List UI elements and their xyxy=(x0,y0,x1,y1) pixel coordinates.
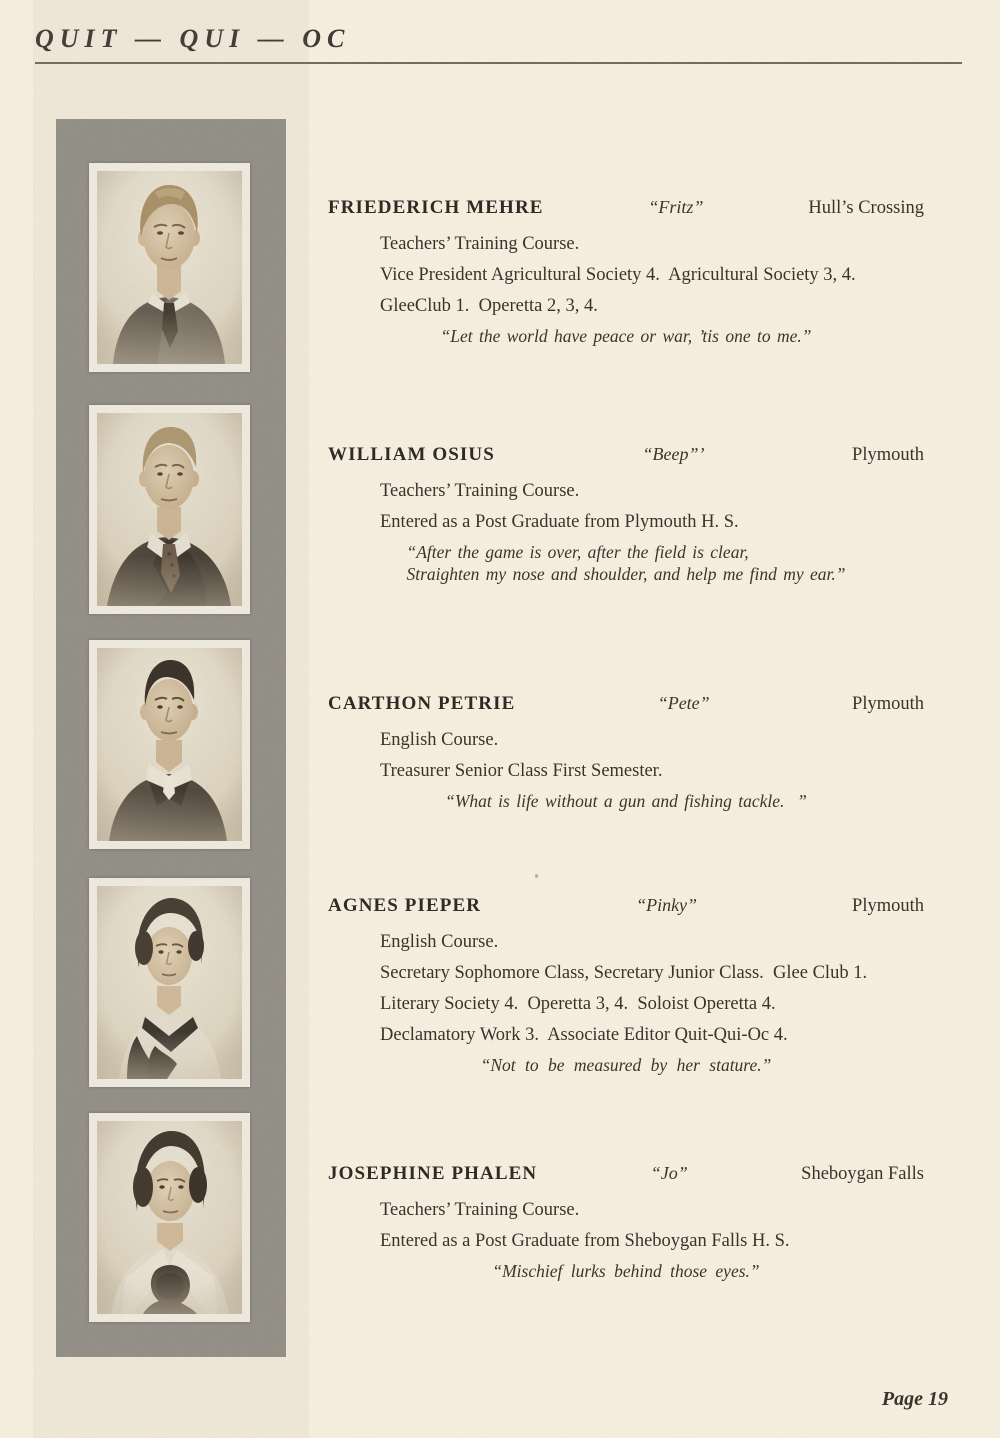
student-name: AGNES PIEPER xyxy=(328,895,482,916)
student-detail-line: English Course. xyxy=(380,730,499,750)
student-entry-carthon-petrie xyxy=(328,693,924,813)
portrait-illustration xyxy=(97,171,242,364)
header-rule xyxy=(35,62,962,64)
student-quote xyxy=(407,541,846,585)
student-nickname: “Pinky” xyxy=(636,895,698,915)
portrait-illustration xyxy=(97,1121,242,1314)
student-quote-line: “Mischief lurks behind those eyes.” xyxy=(492,1261,760,1281)
portrait-illustration xyxy=(97,413,242,606)
student-quote-line: Straighten my nose and shoulder, and help me find my ear.” xyxy=(406,564,846,584)
student-hometown: Plymouth xyxy=(852,694,924,714)
student-detail-line: English Course. xyxy=(380,932,499,952)
portrait-photo-william-osius xyxy=(89,405,250,614)
student-detail-line: Vice President Agricultural Society 4. Agricultural Society 3, 4. xyxy=(380,265,856,285)
portrait-photo-carthon-petrie xyxy=(89,640,250,849)
page-number: Page 19 xyxy=(881,1388,948,1410)
student-name-row xyxy=(328,444,924,466)
student-name-row xyxy=(328,693,924,715)
student-detail-line: Entered as a Post Graduate from Sheboygan Falls H. S. xyxy=(380,1231,790,1251)
portrait-photo-agnes-pieper xyxy=(89,878,250,1087)
student-quote xyxy=(481,1054,772,1076)
student-entry-agnes-pieper xyxy=(328,895,924,1077)
student-name-row xyxy=(328,1163,924,1185)
student-quote-line: “After the game is over, after the field is clear, xyxy=(406,542,749,562)
student-quote xyxy=(441,325,812,347)
student-hometown: Plymouth xyxy=(852,445,924,465)
student-quote xyxy=(445,790,807,812)
student-entry-josephine-phalen xyxy=(328,1163,924,1283)
student-nickname: “Jo” xyxy=(650,1163,688,1183)
portrait-photo-josephine-phalen xyxy=(89,1113,250,1322)
student-nickname: “Beep”’ xyxy=(642,444,705,464)
student-detail-line: Teachers’ Training Course. xyxy=(380,1200,580,1220)
student-detail-line: Teachers’ Training Course. xyxy=(380,234,580,254)
student-detail-line: Declamatory Work 3. Associate Editor Quit-Qui-Oc 4. xyxy=(380,1025,788,1045)
student-detail-line: Entered as a Post Graduate from Plymouth H. S. xyxy=(380,512,739,532)
student-quote-line: “What is life without a gun and fishing tackle. ” xyxy=(445,791,807,811)
student-name-row xyxy=(328,895,924,917)
student-entry-william-osius xyxy=(328,444,924,586)
student-name-row xyxy=(328,197,924,219)
student-quote-line: “Let the world have peace or war, ’tis one to me.” xyxy=(440,326,812,346)
portrait-illustration xyxy=(97,886,242,1079)
portrait-photo-friederich-mehre xyxy=(89,163,250,372)
student-hometown: Sheboygan Falls xyxy=(801,1164,924,1184)
print-speck xyxy=(535,874,538,878)
student-quote-line: “Not to be measured by her stature.” xyxy=(480,1055,772,1075)
student-detail-line: Secretary Sophomore Class, Secretary Junior Class. Glee Club 1. xyxy=(380,963,868,983)
student-detail-line: Literary Society 4. Operetta 3, 4. Soloist Operetta 4. xyxy=(380,994,776,1014)
photo-strip xyxy=(56,119,286,1357)
student-name: FRIEDERICH MEHRE xyxy=(328,197,544,218)
student-entry-friederich-mehre xyxy=(328,197,924,348)
student-name: CARTHON PETRIE xyxy=(328,693,516,714)
student-hometown: Hull’s Crossing xyxy=(808,198,924,218)
portrait-illustration xyxy=(97,648,242,841)
student-nickname: “Fritz” xyxy=(648,197,704,217)
student-nickname: “Pete” xyxy=(657,693,710,713)
student-detail-line: Treasurer Senior Class First Semester. xyxy=(380,761,663,781)
page-title: QUIT — QUI — OC xyxy=(35,24,351,53)
student-detail-line: GleeClub 1. Operetta 2, 3, 4. xyxy=(380,296,598,316)
student-quote xyxy=(492,1260,759,1282)
student-detail-line: Teachers’ Training Course. xyxy=(380,481,580,501)
student-hometown: Plymouth xyxy=(852,896,924,916)
student-name: WILLIAM OSIUS xyxy=(328,444,495,465)
student-name: JOSEPHINE PHALEN xyxy=(328,1163,538,1184)
